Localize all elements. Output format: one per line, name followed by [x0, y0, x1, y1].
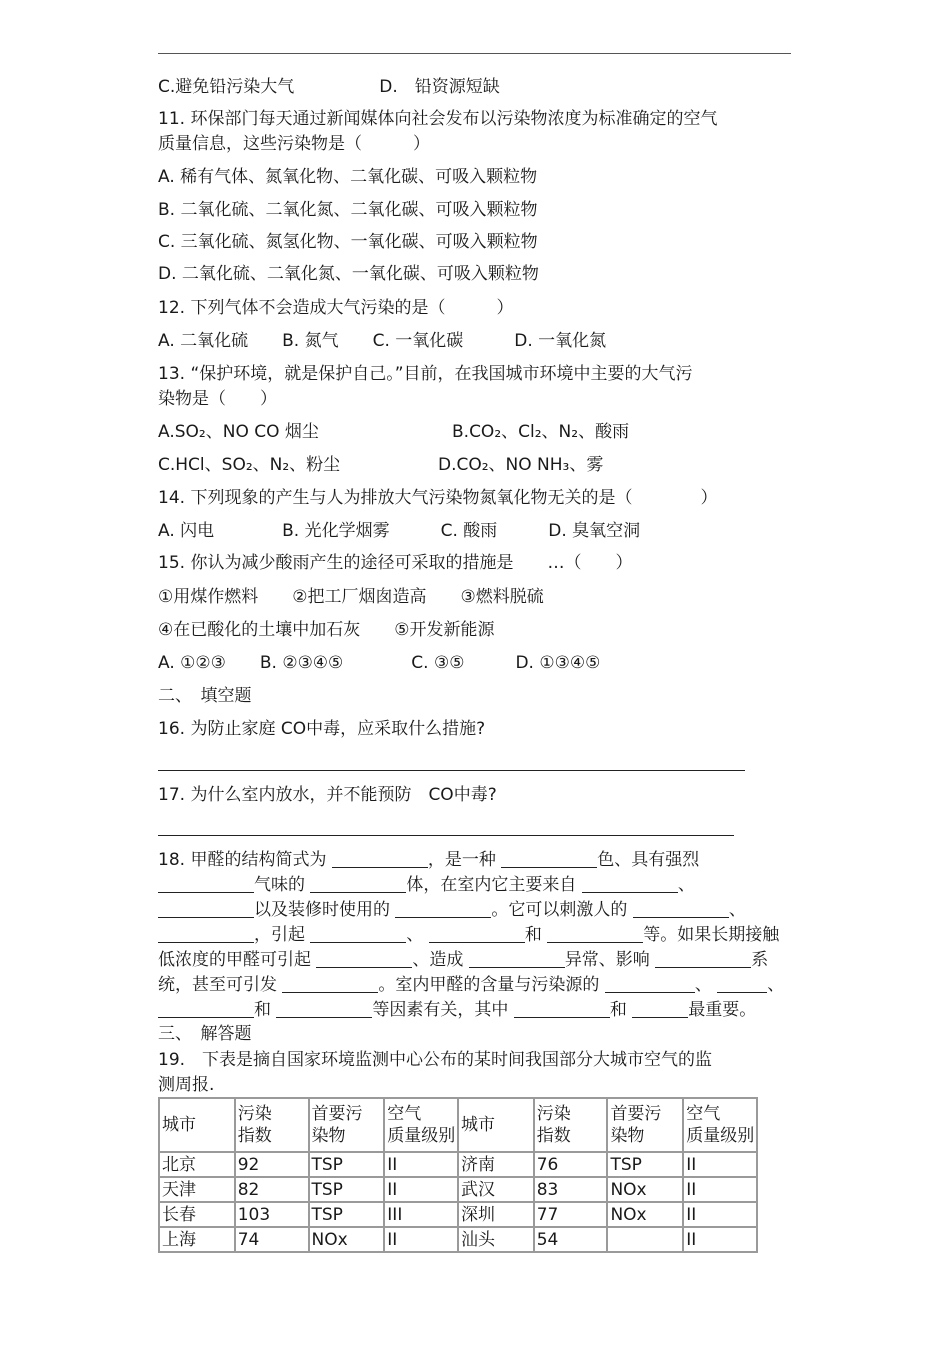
- table-cell: II: [384, 1227, 458, 1252]
- header-rule: [158, 53, 791, 54]
- table-header-cell-line: 指数: [237, 1126, 272, 1146]
- q18-blank[interactable]: [316, 949, 412, 968]
- table-header-cell: [384, 1098, 458, 1152]
- q18-blank[interactable]: [158, 874, 254, 893]
- table-cell: 武汉: [458, 1177, 534, 1202]
- q18-text: ，引起: [254, 925, 305, 945]
- table-header-cell: [534, 1098, 608, 1152]
- table-header-cell: 城市: [159, 1098, 235, 1152]
- table-header-cell-line: 质量级别: [387, 1126, 456, 1146]
- table-header-cell-line: 空气: [387, 1104, 422, 1124]
- q13-option-d: D.CO₂、NO NH₃、雾: [438, 455, 604, 475]
- table-header-cell: [235, 1098, 309, 1152]
- table-cell: 76: [534, 1152, 608, 1177]
- q18-line-5: [158, 948, 768, 972]
- table-row: [159, 1152, 757, 1177]
- q11-stem-1: 11. 环保部门每天通过新闻媒体向社会发布以污染物浓度为标准确定的空气: [158, 109, 718, 129]
- table-header-cell-line: 染物: [311, 1126, 346, 1146]
- q18-text: 、: [406, 925, 424, 945]
- table-header-cell-line: 质量级别: [686, 1126, 755, 1146]
- q18-blank[interactable]: [310, 874, 406, 893]
- q18-text: 统，甚至可引发: [158, 975, 277, 995]
- table-cell: 74: [235, 1227, 309, 1252]
- q18-blank[interactable]: [158, 999, 254, 1018]
- table-header-cell-line: 染物: [610, 1126, 645, 1146]
- q18-text: 、: [694, 975, 712, 995]
- q18-blank[interactable]: [605, 974, 695, 993]
- section-fill-in-heading: 二、 填空题: [158, 686, 252, 706]
- q18-line-4: [158, 923, 779, 947]
- q15-options: A. ①②③ B. ②③④⑤ C. ③⑤ D. ①③④⑤: [158, 653, 601, 673]
- q13-option-a: A.SO₂、NO CO 烟尘: [158, 422, 319, 442]
- q14-options: A. 闪电 B. 光化学烟雾 C. 酸雨 D. 臭氧空洞: [158, 521, 641, 541]
- q18-line-3: [158, 898, 746, 922]
- q13-option-c: C.HCl、SO₂、N₂、粉尘: [158, 455, 341, 475]
- table-cell: [607, 1227, 683, 1252]
- q15-measures-2: ④在已酸化的土壤中加石灰 ⑤开发新能源: [158, 620, 495, 640]
- q19-stem-2: 测周报.: [158, 1075, 215, 1095]
- q18-blank[interactable]: [514, 999, 610, 1018]
- q18-text: 18. 甲醛的结构简式为: [158, 850, 327, 870]
- table-header-cell-line: 空气: [686, 1104, 721, 1124]
- q18-blank[interactable]: [158, 899, 254, 918]
- table-row: [159, 1227, 757, 1252]
- q11-option-a: A. 稀有气体、氮氧化物、二氧化碳、可吸入颗粒物: [158, 167, 538, 187]
- q18-blank[interactable]: [582, 874, 678, 893]
- table-cell: NOx: [309, 1227, 385, 1252]
- table-header-cell-line: 污染: [536, 1104, 571, 1124]
- q18-text: 等因素有关，其中: [372, 1000, 509, 1020]
- table-header-cell-line: 指数: [536, 1126, 571, 1146]
- q18-text: 、: [677, 875, 695, 895]
- air-quality-table: [158, 1097, 758, 1253]
- q18-text: 色、具有强烈: [597, 850, 700, 870]
- q18-line-2: [158, 873, 695, 897]
- q11-stem-2: 质量信息，这些污染物是（ ）: [158, 134, 430, 154]
- table-header-cell-line: 污染: [237, 1104, 272, 1124]
- q13-option-b: B.CO₂、Cl₂、N₂、酸雨: [452, 422, 630, 442]
- table-cell: 济南: [458, 1152, 534, 1177]
- table-header-cell-line: 首要污: [311, 1104, 363, 1124]
- table-row: [159, 1177, 757, 1202]
- q18-blank[interactable]: [632, 999, 688, 1018]
- q11-option-b: B. 二氧化硫、二氧化氮、二氧化碳、可吸入颗粒物: [158, 200, 538, 220]
- q18-text: 最重要。: [688, 1000, 757, 1020]
- table-cell: TSP: [309, 1152, 385, 1177]
- table-cell: 92: [235, 1152, 309, 1177]
- q18-blank[interactable]: [633, 899, 729, 918]
- q12-stem: 12. 下列气体不会造成大气污染的是（ ）: [158, 298, 514, 318]
- q19-stem-1: 19. 下表是摘自国家环境监测中心公布的某时间我国部分大城市空气的监: [158, 1050, 713, 1070]
- table-row: [159, 1202, 757, 1227]
- table-cell: 天津: [159, 1177, 235, 1202]
- table-cell: 77: [534, 1202, 608, 1227]
- table-cell: NOx: [607, 1202, 683, 1227]
- q16-stem: 16. 为防止家庭 CO中毒，应采取什么措施?: [158, 719, 486, 739]
- section-answer-heading: 三、 解答题: [158, 1024, 252, 1044]
- q18-blank[interactable]: [395, 899, 491, 918]
- q18-blank[interactable]: [332, 849, 428, 868]
- q10-options-cd: C.避免铅污染大气 D. 铅资源短缺: [158, 77, 500, 97]
- q18-text: 以及装修时使用的: [254, 900, 390, 920]
- q18-blank[interactable]: [655, 949, 751, 968]
- q18-text: 、: [728, 900, 746, 920]
- table-cell: 82: [235, 1177, 309, 1202]
- table-header-cell: 城市: [458, 1098, 534, 1152]
- table-cell: 汕头: [458, 1227, 534, 1252]
- q18-text: 系: [751, 950, 769, 970]
- q18-text: 和: [254, 1000, 271, 1020]
- q18-text: 、: [767, 975, 785, 995]
- q13-stem-2: 染物是（ ）: [158, 389, 277, 409]
- q18-text: 。它可以刺激人的: [491, 900, 628, 920]
- q14-stem: 14. 下列现象的产生与人为排放大气污染物氮氧化物无关的是（ ）: [158, 488, 718, 508]
- q18-blank[interactable]: [282, 974, 378, 993]
- table-header-cell: [309, 1098, 385, 1152]
- table-cell: TSP: [309, 1202, 385, 1227]
- q18-line-1: [158, 848, 699, 872]
- table-cell: NOx: [607, 1177, 683, 1202]
- q18-blank[interactable]: [501, 849, 597, 868]
- q18-blank[interactable]: [310, 924, 406, 943]
- q18-blank[interactable]: [717, 974, 767, 993]
- table-cell: 上海: [159, 1227, 235, 1252]
- q16-answer-line[interactable]: [158, 770, 745, 771]
- table-cell: III: [384, 1202, 458, 1227]
- q18-blank[interactable]: [429, 924, 525, 943]
- q17-stem: 17. 为什么室内放水，并不能预防 CO中毒?: [158, 785, 497, 805]
- q15-stem: 15. 你认为减少酸雨产生的途径可采取的措施是 …（ ）: [158, 553, 633, 573]
- q18-text: 和: [609, 1000, 627, 1020]
- q12-options: A. 二氧化硫 B. 氮气 C. 一氧化碳 D. 一氧化氮: [158, 331, 607, 351]
- table-cell: II: [384, 1177, 458, 1202]
- q17-answer-line[interactable]: [158, 835, 734, 836]
- q18-text: 和: [524, 925, 542, 945]
- table-header-row: [159, 1098, 757, 1152]
- table-cell: II: [683, 1227, 757, 1252]
- q18-text: 等。如果长期接触: [643, 925, 780, 945]
- table-cell: 北京: [159, 1152, 235, 1177]
- q18-blank[interactable]: [276, 999, 372, 1018]
- table-cell: TSP: [309, 1177, 385, 1202]
- table-cell: II: [683, 1152, 757, 1177]
- q18-text: 。室内甲醛的含量与污染源的: [378, 975, 600, 995]
- table-cell: TSP: [607, 1152, 683, 1177]
- q11-option-d: D. 二氧化硫、二氧化氮、一氧化碳、可吸入颗粒物: [158, 264, 539, 284]
- q18-text: ，是一种: [427, 850, 496, 870]
- q18-text: 气味的: [254, 875, 305, 895]
- q13-stem-1: 13. “保护环境，就是保护自己。”目前，在我国城市环境中主要的大气污: [158, 364, 693, 384]
- q18-blank[interactable]: [469, 949, 565, 968]
- q18-text: 低浓度的甲醛可引起: [158, 950, 311, 970]
- table-header-cell: [683, 1098, 757, 1152]
- table-cell: 83: [534, 1177, 608, 1202]
- q18-blank[interactable]: [158, 924, 254, 943]
- table-cell: II: [683, 1202, 757, 1227]
- table-cell: 长春: [159, 1202, 235, 1227]
- q15-measures-1: ①用煤作燃料 ②把工厂烟囱造高 ③燃料脱硫: [158, 587, 544, 607]
- q18-blank[interactable]: [547, 924, 643, 943]
- table-cell: II: [384, 1152, 458, 1177]
- table-cell: 54: [534, 1227, 608, 1252]
- q18-line-7: [158, 998, 756, 1022]
- table-header-cell-line: 首要污: [610, 1104, 662, 1124]
- table-cell: 103: [235, 1202, 309, 1227]
- table-cell: 深圳: [458, 1202, 534, 1227]
- table-header-cell: [607, 1098, 683, 1152]
- q18-text: 、造成: [412, 950, 464, 970]
- q18-line-6: [158, 973, 784, 997]
- q11-option-c: C. 三氧化硫、氮氢化物、一氧化碳、可吸入颗粒物: [158, 232, 538, 252]
- table-cell: II: [683, 1177, 757, 1202]
- q18-text: 体，在室内它主要来自: [406, 875, 577, 895]
- q18-text: 异常、影响: [564, 950, 650, 970]
